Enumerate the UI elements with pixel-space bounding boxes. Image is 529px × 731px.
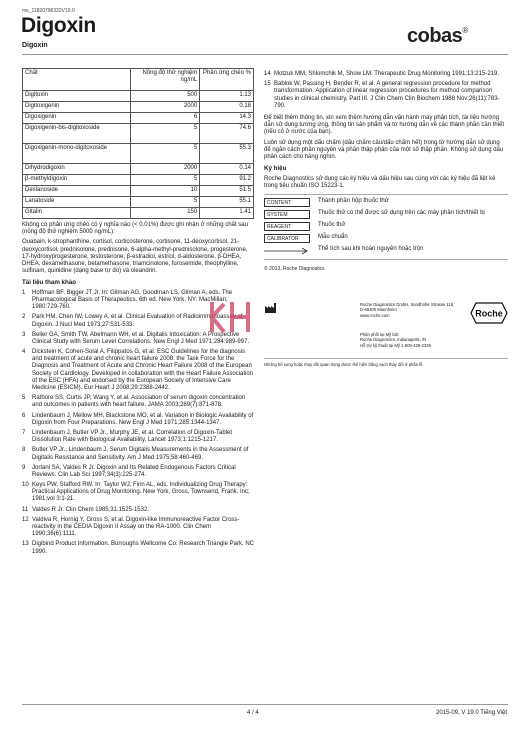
substance-cell: Digoxigenin-mono-digitoxoside xyxy=(23,144,131,164)
address-divider xyxy=(264,358,508,359)
header-divider xyxy=(22,54,508,55)
symbols-top-divider xyxy=(264,194,508,195)
reference-text: Lindenbaum J, Butler VP Jr., Murphy JE, et al. Correlation of Digoxin-Tablet Dissolution Rate with Biological Availability. Lancet 1973;1:1215-1217. xyxy=(32,429,232,444)
right-column xyxy=(264,68,508,272)
symbol-label: REAGENT xyxy=(264,222,310,231)
cross-reactivity-cell: 0.14 xyxy=(200,164,254,175)
table-row xyxy=(23,164,254,175)
reference-item xyxy=(22,430,254,444)
substance-cell: Digitoxin xyxy=(23,91,131,102)
document-subtitle: Digoxin xyxy=(22,42,48,49)
manufacturer-icon xyxy=(264,302,278,314)
reference-item xyxy=(22,395,254,409)
reference-text: Hoffman BF, Bigger JT Jr. In: Gilman AG, Goodman LS, Gilman A, eds. The Pharmacological Basis of Therapeutics. 6th ed. New York, NY: MacMillan; 1980:729-760. xyxy=(32,289,233,311)
symbols-intro: Roche Diagnostics sử dụng các ký hiệu và dấu hiệu sau cùng với các ký hiệu đã liệt kê trong tiêu chuẩn ISO 15223-1. xyxy=(264,175,496,189)
reference-text: Rathore SS, Curtis JP, Wang Y, et al. Association of serum digoxin concentration and outcomes in patients with heart failure. JAMA 2003;289(7):871-878. xyxy=(32,395,246,409)
reference-text: Digibind Product Information. Burroughs Wellcome Co. Research Triangle Park. NC 1990. xyxy=(32,541,254,555)
manufacturer-address xyxy=(360,302,454,318)
symbol-row xyxy=(264,246,508,255)
reference-number: 6 xyxy=(22,412,26,419)
table-row xyxy=(23,175,254,186)
symbol-label: CALIBRATOR xyxy=(264,234,310,243)
document-title: Digoxin xyxy=(21,14,96,37)
reference-text: Keys PW, Stafford RW. In: Taylor WJ, Finn AL, eds. Individualizing Drug Therapy: Practical Applications of Drug Monitoring. New York, Gross, Townsend, Frank, Inc; 1981;vol 3:1-21. xyxy=(32,482,250,503)
table-header-row xyxy=(23,69,254,91)
concentration-cell: 5 xyxy=(130,175,200,186)
reference-item xyxy=(22,482,254,504)
table-row xyxy=(23,197,254,208)
no-cross-reactivity-note: Không có phản ứng chéo có ý nghĩa nào (< 0.01%) được ghi nhận ở những chất sau (nồng độ thử nghiệm 5000 ng/mL): xyxy=(22,222,248,236)
table-row xyxy=(23,144,254,164)
address-line: Phân phối tại Mỹ bởi: xyxy=(360,332,400,337)
symbol-row xyxy=(264,222,508,231)
symbol-description: Thuốc thử xyxy=(318,221,346,228)
reference-text: Motzuk MM, Shlomchik M, Show LM. Therapeutic Drug Monitoring 1991;13:215-219. xyxy=(274,71,499,77)
reference-number: 8 xyxy=(22,447,26,454)
reference-text: Lindenbaum J, Mellow MH, Blackstone MO, et al. Variation in Biologic Availability of Digoxin from Four Preparations. New Engl J Med 1971;285:1344-1347. xyxy=(32,412,254,426)
symbol-description: Thành phần hộp thuốc thử xyxy=(318,197,389,204)
reference-number: 5 xyxy=(22,395,26,402)
concentration-cell: 10 xyxy=(130,186,200,197)
substance-cell: Digoxigenin xyxy=(23,113,131,124)
reference-item xyxy=(22,447,254,461)
header-cross-reactivity: Phản ứng chéo % xyxy=(200,69,254,91)
registered-mark: ® xyxy=(462,26,468,35)
header-concentration: Nồng độ thử nghiệm ng/mL xyxy=(130,69,200,91)
us-distributor xyxy=(360,332,431,348)
cross-reactivity-cell: 55.3 xyxy=(200,144,254,164)
concentration-cell: 5 xyxy=(130,144,200,164)
symbol-description: Thể tích sau khi hoàn nguyên hoặc trộn xyxy=(318,245,424,252)
version-label: 2015-09, V 19.0 Tiếng Việt xyxy=(436,710,507,716)
symbol-description: Mẫu chuẩn xyxy=(318,233,348,240)
substance-list: Ouabain, k-strophanthine, cortisol, corticosterone, cortisone, 11-deoxycortisol, 21-deoxycortisol, prednisolone, prednisone, 6-alpha-methyl-prednisolone, progesterone, 17-hydroxyprogesterone, testosterone, β-estradiol, estriol, d-aldosterone, β-DHEA, DHEA, dexamethasone, betamethasone, triamcinolone, furosemide, theophylline, sulfinam, quinidine (dạng base tự do) và oleandrin. xyxy=(22,239,248,275)
substance-cell: Dihydrodigoxin xyxy=(23,164,131,175)
concentration-cell: 5 xyxy=(130,197,200,208)
reference-number: 4 xyxy=(22,349,26,356)
table-row xyxy=(23,208,254,219)
reference-text: Valdes R Jr. Clin Chem 1985;31:1525-1532. xyxy=(32,506,149,513)
reference-number: 14 xyxy=(264,71,271,77)
references-heading: Tài liệu tham khảo xyxy=(22,279,76,287)
concentration-cell: 2000 xyxy=(130,102,200,113)
reference-number: 2 xyxy=(22,314,26,321)
cross-reactivity-cell: 91.2 xyxy=(200,175,254,186)
reference-text: Dickstein K, Cohen-Solal A, Filippatos G, et al. ESC Guidelines for the diagnosis and treatment of acute and chronic heart failure 2008: the Task Force for the Diagnosis and Treatment of Acute and Chronic Heart Failure 2008 of the European Society of Cardiology. Developed in collaboration with the Heart Failure Association of the ESC (HFA) and endorsed by the European Society of Intensive Care Medicine (ESICM). Eur Heart J 2008;29:2388-2442. xyxy=(32,349,254,391)
table-row xyxy=(23,124,254,144)
reference-number: 7 xyxy=(22,429,26,436)
reference-item xyxy=(22,517,254,539)
decimal-note: Luôn sử dụng một dấu chấm (dấu chấm câu/dấu chấm hết) trong tờ hướng dẫn sử dụng để ngăn cách phần nguyên và phần thập phân của một số thập phân. Không sử dụng dấu phân cách cho hàng nghìn. xyxy=(264,139,504,160)
table-row xyxy=(23,102,254,113)
reference-number: 10 xyxy=(22,482,29,489)
reference-number: 15 xyxy=(264,81,271,88)
reference-text: Bablok W, Passing H, Bender R, et al. A general regression procedure for method transformation. Application of linear regression procedures for method comparison studies in clinical chemistry, Part III. J Clin Chem Clin Biochem 1988 Nov;26(11):783-790. xyxy=(274,81,500,109)
cross-reactivity-cell: 51.5 xyxy=(200,186,254,197)
symbols-bottom-divider xyxy=(264,259,508,260)
reference-number: 11 xyxy=(22,506,29,513)
reference-text: Jortani SA, Valdes R Jr. Digoxin and Its Related Endogenous Factors Critical Reviews. Clin Lab Sci 1997;34(3):225-274. xyxy=(32,464,236,478)
copyright: © 2013, Roche Diagnostics xyxy=(264,265,325,272)
address-line: Roche Diagnostics GmbH, Sandhofer Strasse 116, xyxy=(360,302,455,307)
roche-logo xyxy=(470,302,508,324)
address-line: Roche Diagnostics, Indianapolis, IN xyxy=(360,337,427,343)
watermark-logo xyxy=(200,292,260,342)
symbol-row xyxy=(264,198,508,207)
symbols-heading: Ký hiệu xyxy=(264,165,287,173)
address-website: www.roche.com xyxy=(360,312,390,318)
cross-reactivity-cell: 1.13 xyxy=(200,91,254,102)
reference-text: Beller GA, Smith TW, Abelmann WH, et al. Digitalis Intoxication: A Prospective Clinical Study with Serum Level Correlations. New Engl J Med 1971;284:989-997. xyxy=(32,331,250,345)
address-line: Hỗ trợ kỹ thuật tại Mỹ 1-800-428-2336 xyxy=(360,342,431,348)
cross-reactivity-cell: 55.1 xyxy=(200,197,254,208)
reference-item xyxy=(22,465,254,479)
document-id: ms_11820796322V19.0 xyxy=(22,8,75,14)
table-row xyxy=(23,91,254,102)
symbol-label: CONTENT xyxy=(264,198,310,207)
concentration-cell: 2000 xyxy=(130,164,200,175)
change-bar-note: Những bổ sung hoặc thay đổi quan trọng được thể hiện bằng vạch thay đổi ở phần lề. xyxy=(264,362,424,367)
cross-reactivity-cell: 1.41 xyxy=(200,208,254,219)
concentration-cell: 500 xyxy=(130,91,200,102)
header-substance: Chất xyxy=(23,69,131,91)
concentration-cell: 150 xyxy=(130,208,200,219)
substance-cell: Deslanoside xyxy=(23,186,131,197)
arrow-icon xyxy=(264,246,310,255)
reference-number: 12 xyxy=(22,516,29,523)
cobas-wordmark: cobas xyxy=(407,25,463,47)
symbols-list xyxy=(264,198,508,255)
table-row xyxy=(23,113,254,124)
cross-reactivity-table xyxy=(22,68,254,219)
symbol-label: SYSTEM xyxy=(264,210,310,219)
symbol-row xyxy=(264,234,508,243)
page-number: 4 / 4 xyxy=(247,710,259,716)
reference-text: Valdiva R, Hornig Y, Gross S, et al. Digoxin-like Immunoreactive Factor Cross-reactivity in the CEDIA Digoxin II Assay on the RA-1000. Clin Chem 1990;36(6):1111. xyxy=(32,516,240,538)
substance-cell: Gitalin xyxy=(23,208,131,219)
reference-number: 9 xyxy=(22,464,26,471)
substance-cell: Digoxigenin-bis-digitoxoside xyxy=(23,124,131,144)
table-row xyxy=(23,186,254,197)
cross-reactivity-cell: 0.18 xyxy=(200,102,254,113)
reference-item xyxy=(264,81,508,110)
substance-cell: β-methyldigoxin xyxy=(23,175,131,186)
roche-logo-text: Roche xyxy=(475,308,503,319)
cobas-logo xyxy=(407,25,468,48)
concentration-cell: 5 xyxy=(130,124,200,144)
reference-number: 1 xyxy=(22,289,26,296)
substance-cell: Digitoxigenin xyxy=(23,102,131,113)
footer-divider xyxy=(22,704,508,705)
symbol-description: Thuốc thử có thể được sử dụng trên các máy phân tích/thiết bị xyxy=(318,209,485,216)
reference-item xyxy=(22,507,254,514)
cross-reactivity-cell: 74.6 xyxy=(200,124,254,144)
info-paragraph: Để biết thêm thông tin, xin xem thêm hướng dẫn vận hành máy phân tích, tài liệu hướng dẫn sử dụng tương ứng, thông tin sản phẩm và tờ hướng dẫn về các thành phần cần thiết (nếu có ở nước của bạn). xyxy=(264,114,505,136)
references-list-right xyxy=(264,71,508,110)
reference-item xyxy=(264,71,508,78)
manufacturer-block xyxy=(264,300,508,352)
reference-item xyxy=(22,413,254,427)
reference-item xyxy=(22,349,254,392)
address-line: D-68305 Mannheim xyxy=(360,307,397,313)
reference-text: Butler VP Jr., Lindenbaum J. Serum Digitalis Measurements in the Assessment of Digitalis Resistance and Sensitivity. Am J Med 1975;58:460-469. xyxy=(32,447,249,461)
reference-number: 13 xyxy=(22,541,29,548)
symbol-row xyxy=(264,210,508,219)
cross-reactivity-cell: 14.3 xyxy=(200,113,254,124)
concentration-cell: 6 xyxy=(130,113,200,124)
reference-text: Park HM, Chen IW, Lowey A, et al. Clinical Evaluation of Radioimmunoassay of Digoxin. J Nucl Med 1973;27:531-533. xyxy=(32,314,243,328)
substance-cell: Lanatoside xyxy=(23,197,131,208)
reference-number: 3 xyxy=(22,331,26,338)
reference-item xyxy=(22,541,254,555)
